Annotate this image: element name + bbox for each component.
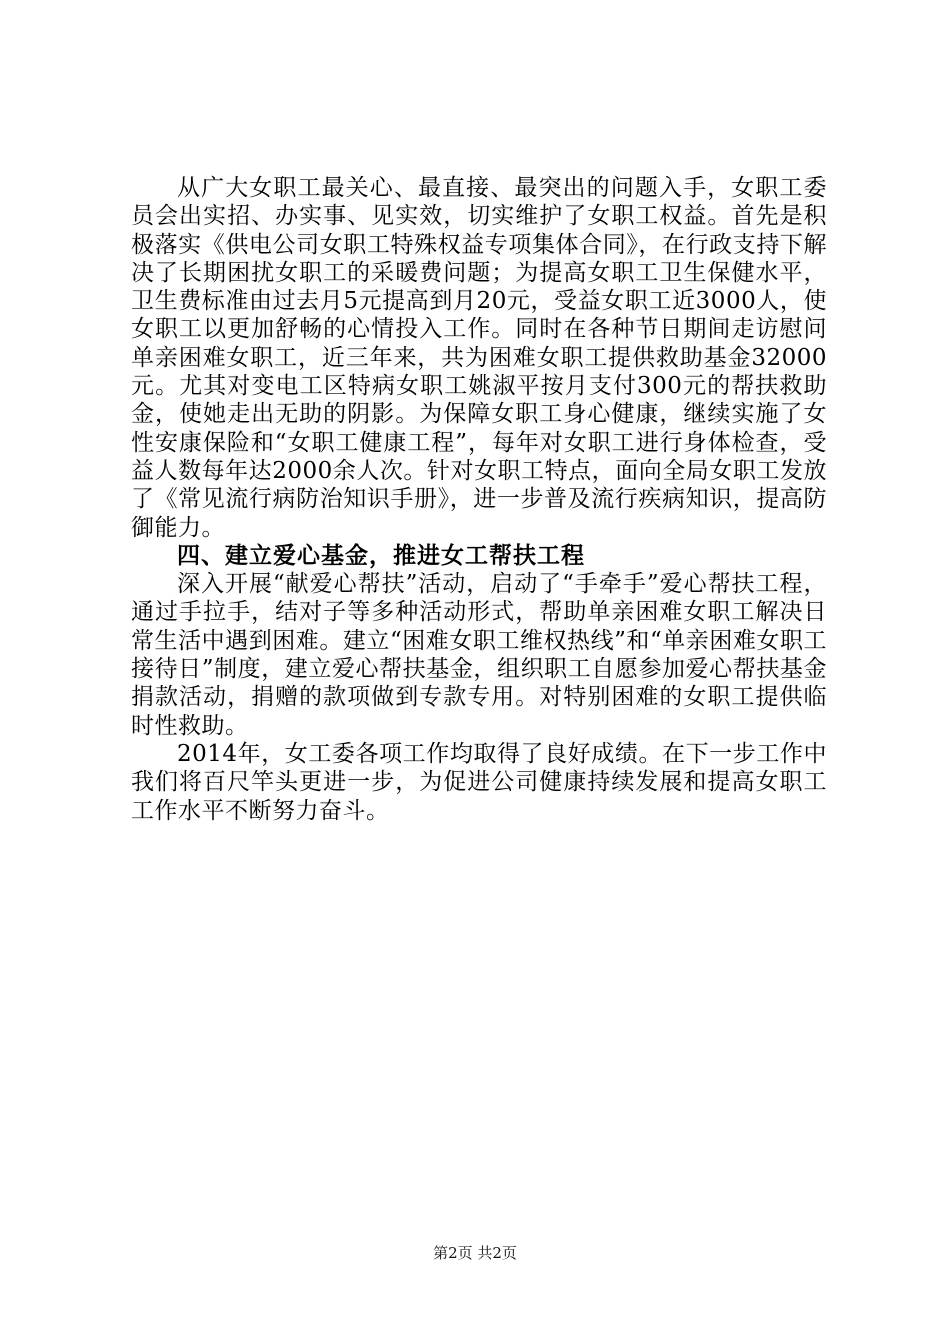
document-body — [131, 174, 827, 825]
body-paragraph-1: 从广大女职工最关心、最直接、最突出的问题入手，女职工委员会出实招、办实事、见实效，切实维护了女职工权益。首先是积极落实《供电公司女职工特殊权益专项集体合同》，在行政支持下解决了长期困扰女职工的采暖费问题；为提高女职工卫生保健水平，卫生费标准由过去月5元提高到月20元，受益女职工近3000人，使女职工以更加舒畅的心情投入工作。同时在各种节日期间走访慰问单亲困难女职工，近三年来，共为困难女职工提供救助基金32000元。尤其对变电工区特病女职工姚淑平按月支付300元的帮扶救助金，使她走出无助的阴影。为保障女职工身心健康，继续实施了女性安康保险和“女职工健康工程”，每年对女职工进行身体检查，受益人数每年达2000余人次。针对女职工特点，面向全局女职工发放了《常见流行病防治知识手册》，进一步普及流行疾病知识，提高防御能力。 — [131, 175, 827, 541]
page-footer — [0, 1243, 950, 1263]
body-paragraph-3: 2014年，女工委各项工作均取得了良好成绩。在下一步工作中我们将百尺竿头更进一步，为促进公司健康持续发展和提高女职工工作水平不断努力奋斗。 — [131, 740, 827, 824]
page-number: 第2页 共2页 — [433, 1244, 517, 1262]
body-paragraph-2: 深入开展“献爱心帮扶”活动，启动了“手牵手”爱心帮扶工程，通过手拉手，结对子等多种活动形式，帮助单亲困难女职工解决日常生活中遇到困难。建立“困难女职工维权热线”和“单亲困难女职工接待日”制度，建立爱心帮扶基金，组织职工自愿参加爱心帮扶基金捐款活动，捐赠的款项做到专款专用。对特别困难的女职工提供临时性救助。 — [131, 571, 827, 739]
section-heading: 四、建立爱心基金，推进女工帮扶工程 — [177, 542, 585, 569]
